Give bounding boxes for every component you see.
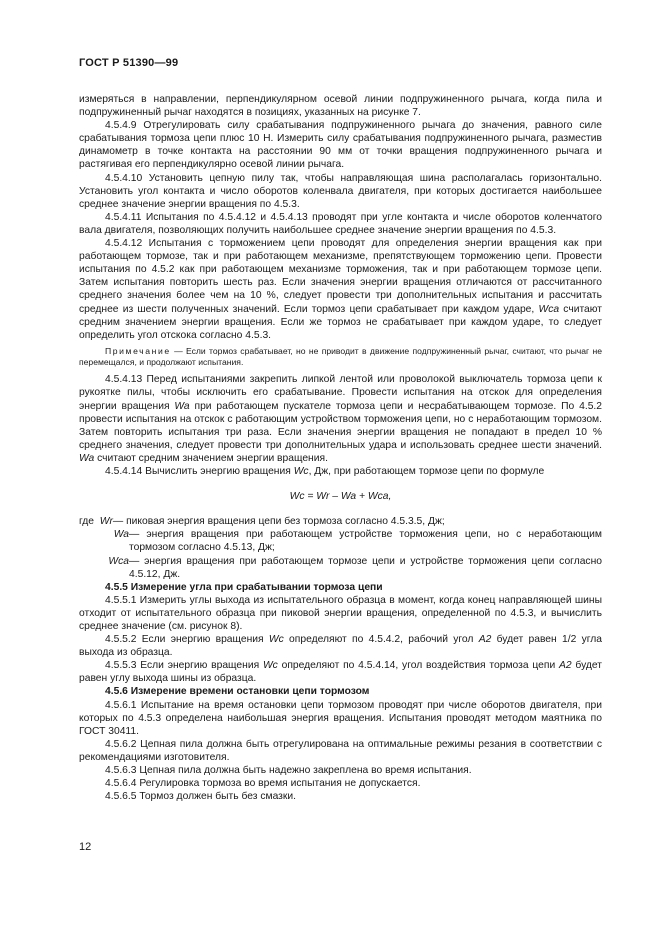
note-text: — Если тормоз срабатывает, но не приводит в движение подпружиненный рычаг, считают, что рычаг не перемещался, и продолжают испытания. <box>79 345 602 368</box>
paragraph-text: определяют по 4.5.4.2, рабочий угол <box>283 634 479 646</box>
symbol-wa: Wa <box>79 452 95 464</box>
paragraph-4-5-4-10: 4.5.4.10 Установить цепную пилу так, чтобы направляющая шина располагалась горизонтально. Установить угол контакта и число оборотов коленвала двигателя, при которых достигается наибольшее среднее значение энергии вращения по 4.5.3. <box>79 172 602 210</box>
paragraph-4-5-6-3: 4.5.6.3 Цепная пила должна быть надежно закреплена во время испытания. <box>105 765 472 776</box>
symbol-wa: Wa <box>174 400 190 412</box>
paragraph-4-5-5-3 <box>79 659 602 685</box>
formula: Wc = Wr – Wa + Wca, <box>289 491 392 503</box>
paragraph-text: определяют по 4.5.4.14, угол воздействия тормоза цепи <box>277 660 560 672</box>
definition-text: — энергия вращения при работающем устройстве торможения цепи, но с неработающим тормозом согласно 4.5.13, Дж; <box>129 529 602 554</box>
paragraph-text: 4.5.4.12 Испытания с торможением цепи проводят для определения энергии вращения как при работающем тормозе, так и при работающем механизме, препятствующем торможению цепи. Провести испытания по 4.5.2 как при работающем механизме торможения, так и при работающем тормозе цепи. Затем испытания повторить шесть раз. Если значения энергии вращения отличаются от рассчитанного среднего значения более чем на 10 %, следует провести три дополнительных испытания и рассчитать среднее из шести полученных значений. Если тормоз цепи срабатывает при каждом ударе, <box>79 238 602 315</box>
definition-lead <box>79 555 129 581</box>
note <box>79 346 602 369</box>
symbol-a2: A2 <box>478 634 492 646</box>
paragraph-text: считают средним значением энергии вращения. <box>94 452 328 464</box>
section-heading-4-5-5: 4.5.5 Измерение угла при срабатывании тормоза цепи <box>105 581 383 593</box>
symbol-wc: Wc <box>268 634 284 646</box>
paragraph-4-5-4-9: 4.5.4.9 Отрегулировать силу срабатывания подпружиненного рычага до значения, равного силе срабатывания тормоза цепи плюс 10 Н. Измерить силу срабатывания подпружиненного рычага, разместив динамометр в точке контакта на расстоянии 90 мм от точки вращения подпружиненного рычага и растягивая его перпендикулярно осевой линии рычага. <box>79 120 602 171</box>
definition-lead <box>79 528 129 554</box>
where-label: где <box>79 516 95 528</box>
symbol-wc: Wc <box>293 466 309 478</box>
document-header: ГОСТ Р 51390—99 <box>79 57 179 69</box>
paragraph-text: , Дж, при работающем тормозе цепи по формуле <box>308 466 545 478</box>
paragraph-text: будет равен углу выхода шины из образца. <box>79 660 602 685</box>
definition-wca <box>79 555 602 581</box>
paragraph-4-5-5-1: 4.5.5.1 Измерить углы выхода из испытательного образца в момент, когда конец направляющей шины отходит от испытательного образца при пиковой энергии вращения, определенной по 4.5.3, и вычислить среднее значение (см. рисунок 8). <box>79 594 602 632</box>
paragraph-4-5-4-14 <box>79 465 602 478</box>
paragraph-4-5-4-13 <box>79 373 602 465</box>
paragraph-4-5-4-11: 4.5.4.11 Испытания по 4.5.4.12 и 4.5.4.13 проводят при угле контакта и числе оборотов коленчатого вала двигателя, позволяющих получить наибольшее среднее значение энергии вращения по 4.5.3. <box>79 211 602 236</box>
symbol-wa: Wa <box>113 529 129 541</box>
paragraph-text: 4.5.5.3 Если энергию вращения <box>105 660 263 672</box>
paragraph-text: 4.5.5.2 Если энергию вращения <box>105 634 269 646</box>
paragraph-text: считают средним значением энергии вращения. Если же тормоз не срабатывает при каждом ударе, то следует определить угол отскока согласно 4.5.3. <box>79 303 602 341</box>
definition-text: — пиковая энергия вращения цепи без тормоза согласно 4.5.3.5, Дж; <box>112 516 445 528</box>
symbol-wc: Wc <box>262 660 278 672</box>
section-heading-4-5-6: 4.5.6 Измерение времени остановки цепи тормозом <box>105 686 370 698</box>
paragraph-text: при работающем пускателе тормоза цепи и несрабатывающем тормозе. По 4.5.2 провести испытания на отскок с работающим устройством торможения цепи, но с неработающим тормозом. Затем повторить испытания три раза. Если значения энергии вращения не попадают в предел 10 % среднего значения, следует провести три дополнительных удара и использовать среднее шести значений. <box>79 400 603 451</box>
paragraph-text: будет равен 1/2 угла выхода из образца. <box>79 634 602 659</box>
paragraph-4-5-6-1: 4.5.6.1 Испытание на время остановки цепи тормозом проводят при числе оборотов двигателя, при которых по 4.5.3 определена наибольшая энергия вращения. Испытания проводят методом маятника по ГОСТ 30411. <box>79 699 602 737</box>
definition-wa <box>79 528 602 554</box>
definition-wr <box>79 515 602 528</box>
paragraph-text: 4.5.4.14 Вычислить энергию вращения <box>105 466 294 478</box>
paragraph-4-5-6-2: 4.5.6.2 Цепная пила должна быть отрегулирована на оптимальные режимы резания в соответствии с рекомендациями изготовителя. <box>79 738 602 763</box>
symbol-wr: Wr <box>99 516 113 528</box>
note-label: Примечание <box>105 345 171 356</box>
paragraph-4-5-6-4: 4.5.6.4 Регулировка тормоза во время испытания не допускается. <box>105 778 421 790</box>
paragraph: измеряться в направлении, перпендикулярном осевой линии подпружиненного рычага, когда пила и подпружиненный рычаг находятся в позициях, указанных на рисунке 7. <box>79 94 602 119</box>
definition-text: — энергия вращения при работающем тормозе цепи и устройстве торможения цепи согласно 4.5.12, Дж. <box>129 555 602 580</box>
document-body <box>79 93 602 803</box>
page-number: 12 <box>79 841 92 853</box>
symbol-wca: Wca <box>108 555 129 567</box>
paragraph-4-5-6-5: 4.5.6.5 Тормоз должен быть без смазки. <box>105 791 297 803</box>
symbol-wca: Wca <box>538 303 560 315</box>
definition-lead <box>79 515 113 528</box>
symbol-a2: A2 <box>559 660 572 672</box>
paragraph-4-5-4-12 <box>79 237 602 342</box>
paragraph-text: 4.5.4.13 Перед испытаниями закрепить липкой лентой или проволокой выключатель тормоза цепи к рукоятке пилы, чтобы исключить его срабатывание. Провести испытания на отскок для определения энергии вращения <box>79 374 602 412</box>
formula-definitions <box>79 515 602 580</box>
paragraph-4-5-5-2 <box>79 633 602 659</box>
